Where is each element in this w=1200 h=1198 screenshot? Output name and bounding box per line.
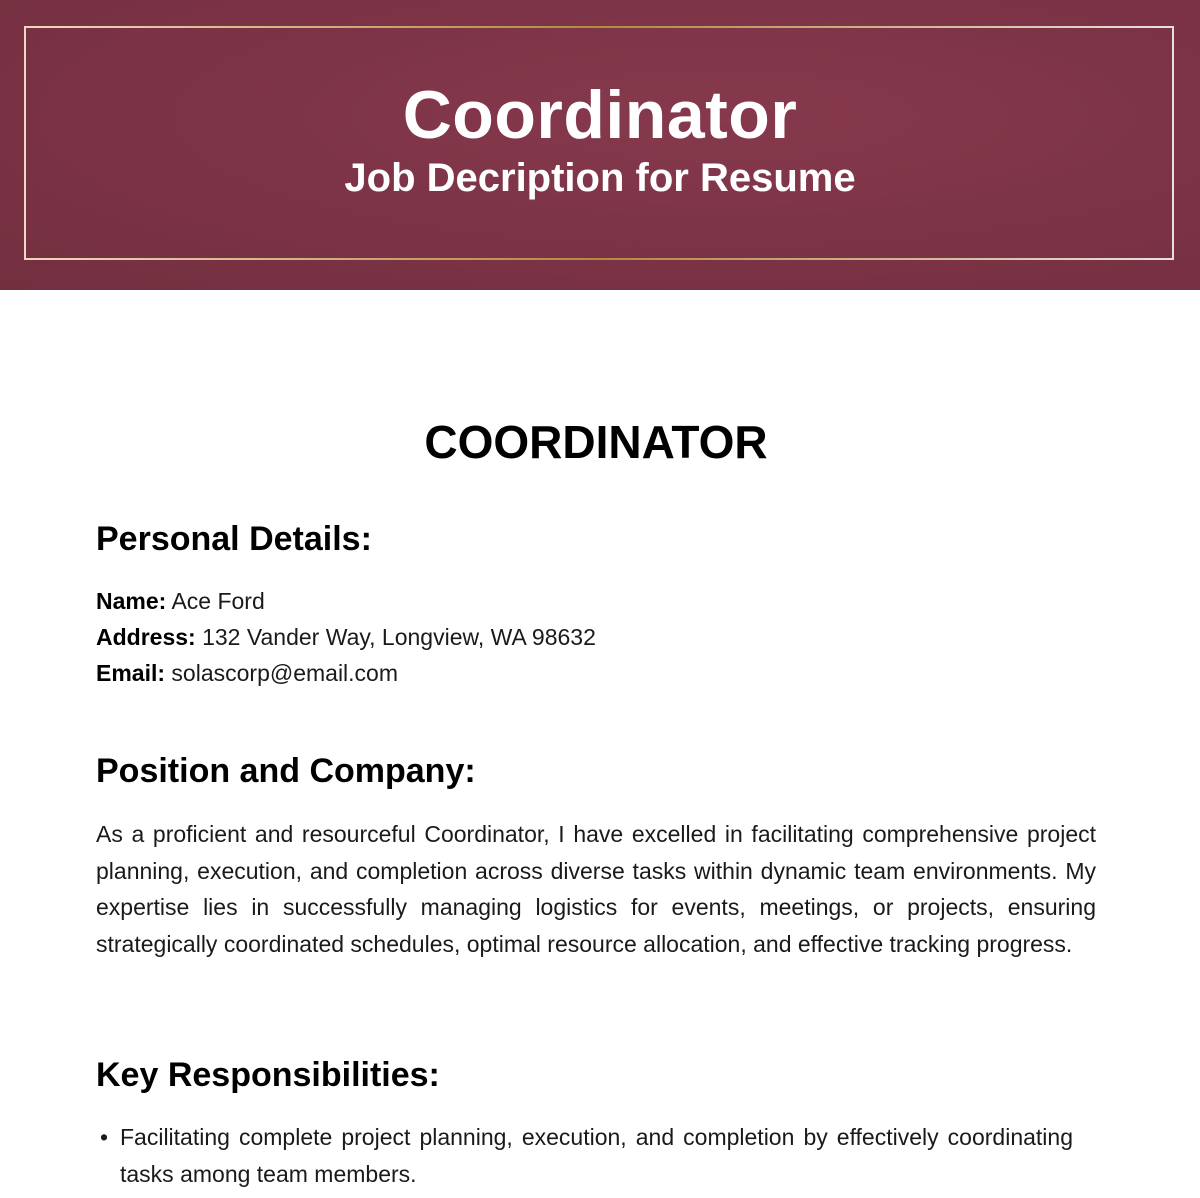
address-value: 132 Vander Way, Longview, WA 98632 (202, 624, 596, 650)
responsibilities-list (96, 1119, 1073, 1193)
personal-details (96, 583, 596, 691)
responsibilities-heading: Key Responsibilities: (96, 1056, 440, 1094)
personal-details-heading: Personal Details: (96, 520, 372, 558)
email-label: Email: (96, 660, 166, 686)
email-value: solascorp@email.com (171, 660, 399, 686)
name-value: Ace Ford (171, 588, 265, 614)
position-heading: Position and Company: (96, 752, 476, 790)
name-row (96, 583, 596, 619)
email-row (96, 655, 596, 691)
name-label: Name: (96, 588, 167, 614)
position-paragraph: As a proficient and resourceful Coordinator, I have excelled in facilitating comprehensive project planning, execution, and completion across diverse tasks within dynamic team environments. My expertise lies in successfully managing logistics for events, meetings, or projects, ensuring strategically coordinated schedules, optimal resource allocation, and effective tracking progress. (96, 821, 1096, 957)
address-row (96, 619, 596, 655)
banner-title: Coordinator (402, 77, 798, 153)
list-item: • Facilitating complete project planning, execution, and completion by effectively coordinating tasks among team members. (120, 1119, 1073, 1193)
address-label: Address: (96, 624, 196, 650)
document-title: COORDINATOR (424, 416, 768, 468)
header-banner (0, 0, 1200, 290)
banner-subtitle: Job Decription for Resume (344, 156, 856, 200)
